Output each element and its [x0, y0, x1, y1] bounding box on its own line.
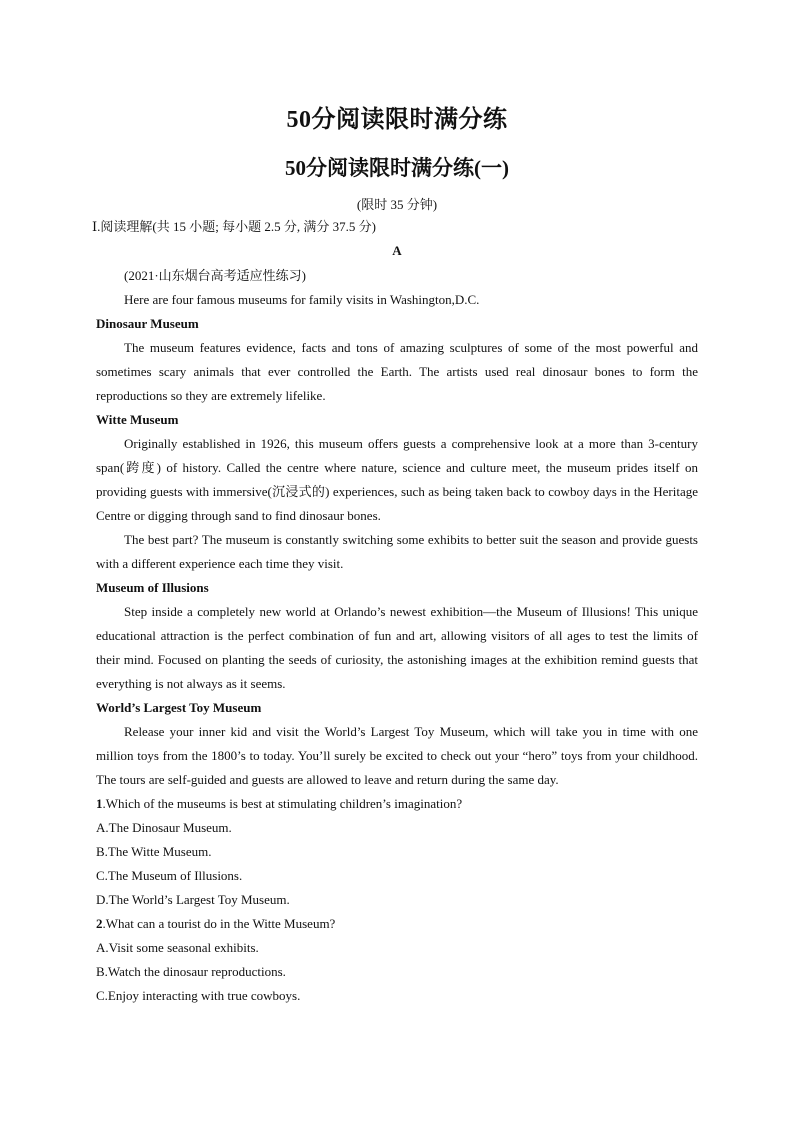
- source-note: (2021·山东烟台高考适应性练习): [124, 268, 306, 283]
- museum-paragraph: Originally established in 1926, this museum offers guests a comprehensive look at a more than 3-century span(跨度) of history. Called the centre where nature, science and culture meet, the museum prides itself on providing guests with immersive(沉浸式的) experiences, such as being taken back to cowboy days in the Heritage Centre or digging through sand to find dinosaur bones.: [96, 436, 698, 523]
- question: [96, 912, 698, 1008]
- answer-option: C.Enjoy interacting with true cowboys.: [96, 988, 301, 1003]
- question-number: 1: [96, 796, 103, 811]
- museum-section: [96, 696, 698, 792]
- museum-heading: Dinosaur Museum: [96, 316, 199, 331]
- sub-title: 50分阅读限时满分练(一): [285, 156, 509, 180]
- answer-option: B.Watch the dinosaur reproductions.: [96, 964, 286, 979]
- museum-section: [96, 312, 698, 408]
- answer-option: A.Visit some seasonal exhibits.: [96, 940, 259, 955]
- question-number: 2: [96, 916, 103, 931]
- part-label: A: [392, 243, 402, 258]
- museum-section: [96, 576, 698, 696]
- museum-heading: World’s Largest Toy Museum: [96, 700, 262, 715]
- museum-paragraph: Step inside a completely new world at Orlando’s newest exhibition—the Museum of Illusions! This unique educational attraction is the perfect combination of fun and art, allowing visitors of all ages to test the limits of their mind. Focused on planting the seeds of curiosity, the astonishing images at the exhibition remind guests that everything is not always as it seems.: [96, 604, 698, 691]
- question-text: .What can a tourist do in the Witte Museum?: [102, 916, 336, 931]
- answer-option: A.The Dinosaur Museum.: [96, 820, 232, 835]
- time-limit: (限时 35 分钟): [356, 197, 438, 212]
- answer-option: B.The Witte Museum.: [96, 844, 212, 859]
- document-page: [92, 100, 698, 1008]
- intro-paragraph: Here are four famous museums for family visits in Washington,D.C.: [124, 292, 480, 307]
- question: [96, 792, 698, 912]
- museum-section: [96, 408, 698, 576]
- answer-option: C.The Museum of Illusions.: [96, 868, 243, 883]
- answer-option: D.The World’s Largest Toy Museum.: [96, 892, 290, 907]
- museum-paragraph: The museum features evidence, facts and tons of amazing sculptures of some of the most powerful and sometimes scary animals that ever controlled the Earth. The artists used real dinosaur bones to form the reproductions so they are extremely lifelike.: [96, 340, 698, 403]
- museum-paragraph: Release your inner kid and visit the World’s Largest Toy Museum, which will take you in time with one million toys from the 1800’s to today. You’ll surely be excited to check out your “hero” toys from your childhood. The tours are self-guided and guests are allowed to leave and return during the same day.: [96, 724, 698, 787]
- main-title: 50分阅读限时满分练: [286, 107, 508, 133]
- question-stem: [96, 912, 698, 936]
- museum-heading: Witte Museum: [96, 412, 179, 427]
- question-stem: [96, 792, 698, 816]
- museum-heading: Museum of Illusions: [96, 580, 209, 595]
- question-text: .Which of the museums is best at stimulating children’s imagination?: [102, 796, 463, 811]
- section-heading: Ⅰ.阅读理解(共 15 小题; 每小题 2.5 分, 满分 37.5 分): [92, 219, 376, 234]
- museum-paragraph: The best part? The museum is constantly switching some exhibits to better suit the season and provide guests with a different experience each time they visit.: [96, 532, 698, 571]
